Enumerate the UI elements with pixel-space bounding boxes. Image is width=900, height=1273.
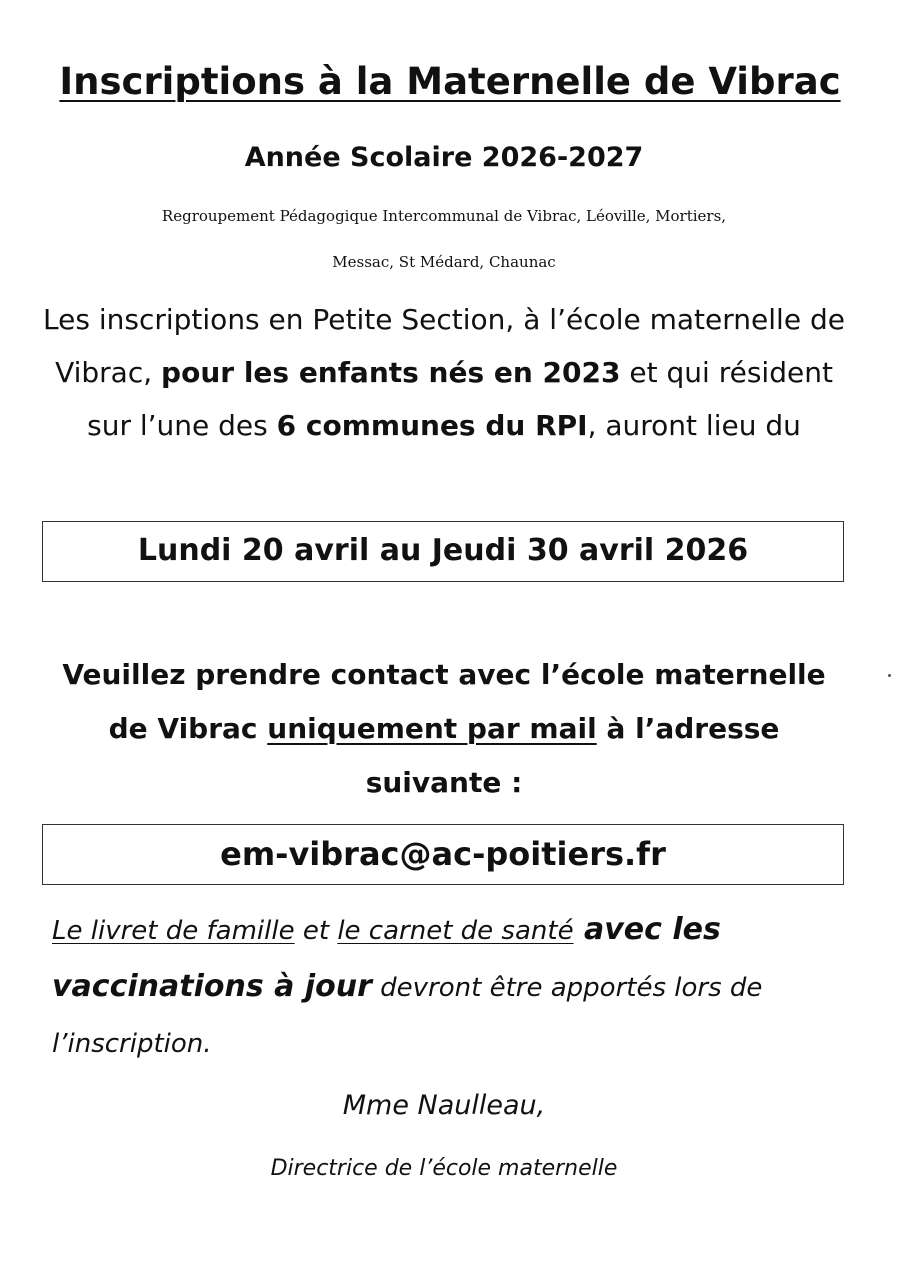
- rpi-line-2: Messac, St Médard, Chaunac: [332, 253, 556, 271]
- contact-paragraph: [40, 648, 848, 810]
- intro-text-2: et qui résident sur l’une des: [87, 356, 833, 442]
- school-year: Année Scolaire 2026-2027: [244, 142, 644, 173]
- doc-livret-famille: Le livret de famille: [52, 916, 295, 946]
- docs-vaccinations: avec les vaccinations à jour: [52, 912, 721, 1004]
- scan-speck: [888, 674, 891, 677]
- signature-role: Directrice de l’école maternelle: [270, 1156, 618, 1181]
- intro-bold-1: pour les enfants nés en 2023: [161, 356, 621, 389]
- dates-box: Lundi 20 avril au Jeudi 30 avril 2026: [42, 521, 844, 582]
- signature-name: Mme Naulleau,: [342, 1090, 546, 1121]
- intro-text-1: Les inscriptions en Petite Section, à l’école maternelle de Vibrac,: [43, 303, 845, 389]
- contact-text-2: à l’adresse suivante :: [365, 712, 780, 799]
- docs-rest: devront être apportés lors de l’inscription.: [52, 973, 763, 1059]
- doc-carnet-sante: le carnet de santé: [337, 916, 574, 946]
- document-title-text: Inscriptions à la Maternelle de Vibrac: [59, 60, 841, 103]
- contact-text-1: Veuillez prendre contact avec l’école maternelle de Vibrac: [62, 658, 826, 745]
- docs-and: et: [294, 916, 338, 946]
- email-box: em-vibrac@ac-poitiers.fr: [42, 824, 844, 885]
- intro-bold-2: 6 communes du RPI: [276, 409, 588, 442]
- intro-text-3: , auront lieu du: [587, 409, 801, 442]
- document-title: [0, 58, 900, 106]
- intro-paragraph: [40, 293, 848, 452]
- documents-paragraph: [52, 902, 842, 1072]
- rpi-line-1: Regroupement Pédagogique Intercommunal de Vibrac, Léoville, Mortiers,: [161, 207, 727, 225]
- contact-underlined: uniquement par mail: [267, 712, 597, 745]
